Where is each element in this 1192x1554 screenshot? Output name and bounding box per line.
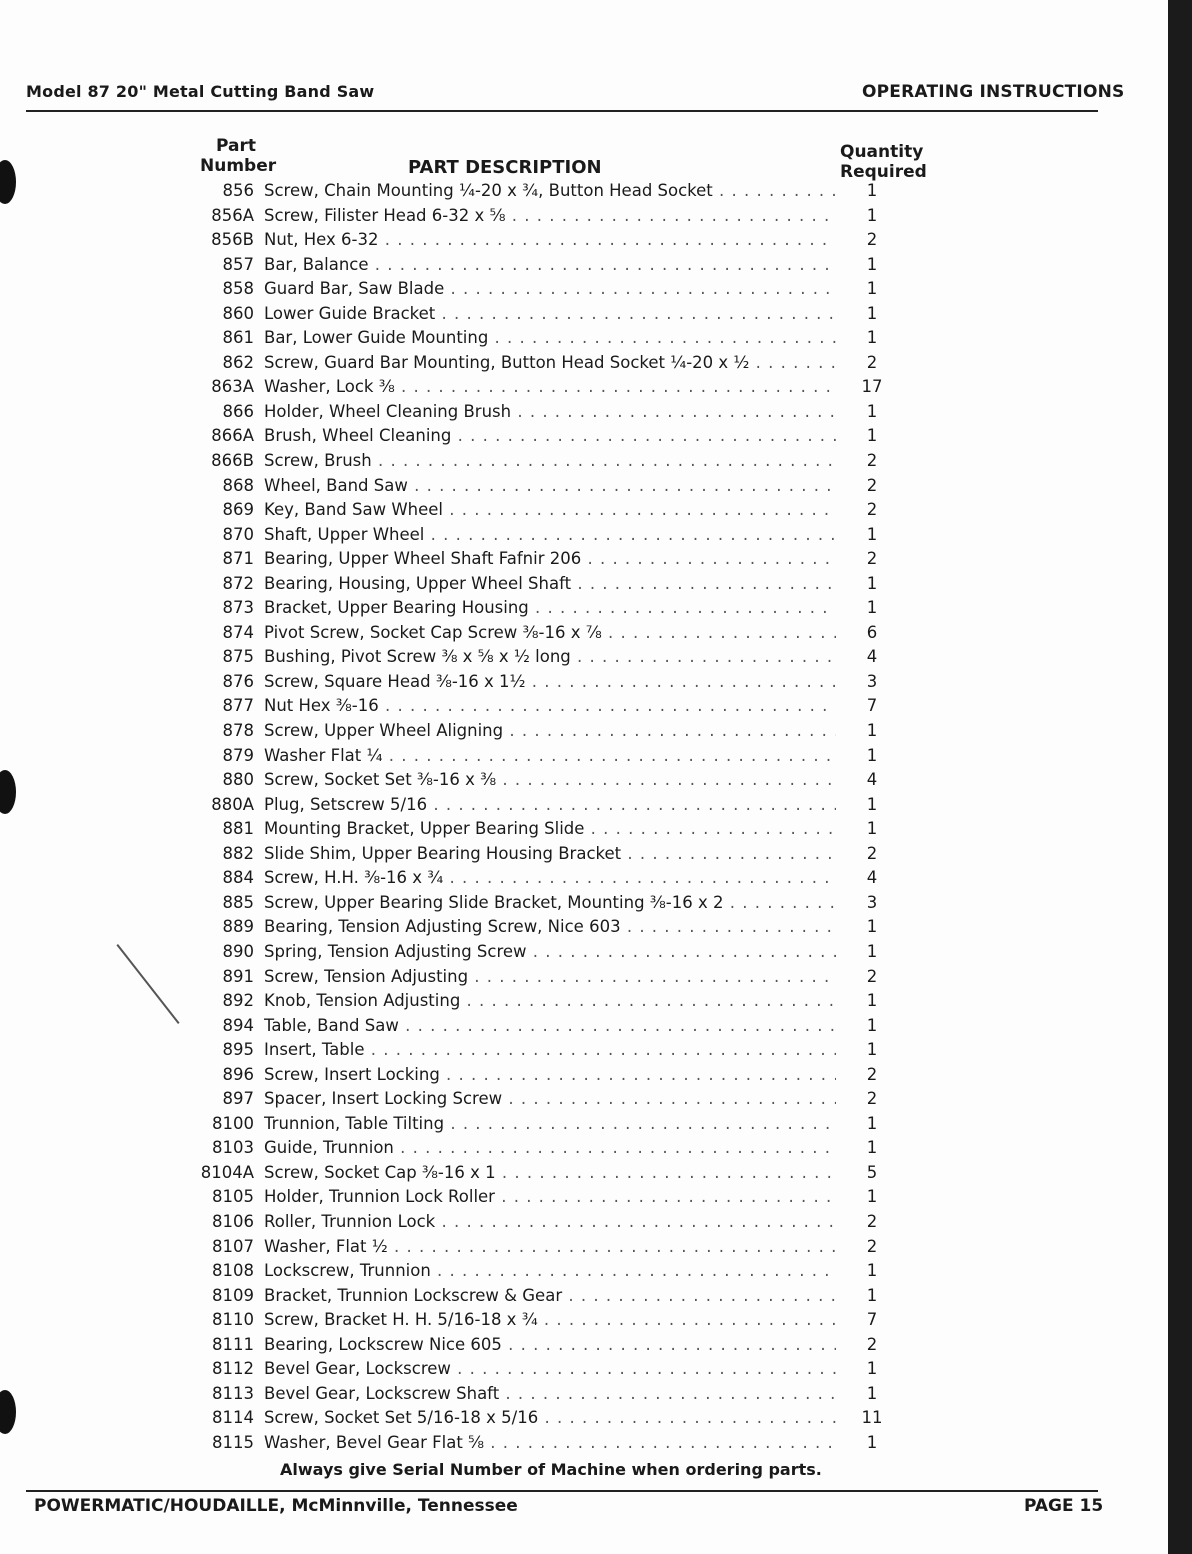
part-number: 894 bbox=[222, 1015, 254, 1035]
part-description: Screw, Upper Wheel Aligning . . . bbox=[264, 721, 836, 740]
quantity: 2 bbox=[866, 843, 878, 863]
part-description: Wheel, Band Saw . . . bbox=[264, 476, 836, 495]
part-number: 875 bbox=[222, 647, 254, 667]
part-number: 8105 bbox=[212, 1187, 254, 1207]
table-row bbox=[0, 451, 1168, 476]
part-description: Bearing, Housing, Upper Wheel Shaft . . . bbox=[264, 574, 836, 593]
quantity: 1 bbox=[866, 1015, 878, 1035]
quantity: 1 bbox=[866, 1113, 878, 1133]
part-number: 871 bbox=[222, 549, 254, 569]
part-number: 8111 bbox=[212, 1334, 254, 1354]
quantity: 1 bbox=[866, 254, 878, 274]
part-description: Bevel Gear, Lockscrew Shaft . . . bbox=[264, 1384, 836, 1403]
table-row bbox=[0, 426, 1168, 451]
part-description: Knob, Tension Adjusting . . . bbox=[264, 991, 836, 1010]
part-description: Holder, Wheel Cleaning Brush . . . bbox=[264, 402, 836, 421]
table-row bbox=[0, 1065, 1168, 1090]
part-number: 8109 bbox=[212, 1285, 254, 1305]
quantity: 1 bbox=[866, 721, 878, 741]
quantity: 1 bbox=[866, 181, 878, 200]
footer-page-number: PAGE 15 bbox=[1024, 1496, 1104, 1516]
part-number: 892 bbox=[222, 991, 254, 1011]
part-number: 896 bbox=[222, 1064, 254, 1084]
part-number: 897 bbox=[222, 1089, 254, 1109]
part-number: 866B bbox=[211, 451, 254, 471]
part-description: Bracket, Trunnion Lockscrew & Gear . . . bbox=[264, 1286, 836, 1305]
part-number: 872 bbox=[222, 573, 254, 593]
quantity: 1 bbox=[866, 1261, 878, 1281]
part-number: 856B bbox=[211, 230, 254, 250]
part-number: 880A bbox=[211, 794, 254, 814]
quantity: 4 bbox=[866, 647, 878, 667]
table-row bbox=[0, 279, 1168, 304]
table-row bbox=[0, 476, 1168, 501]
quantity: 1 bbox=[866, 794, 878, 814]
part-number: 862 bbox=[222, 352, 254, 372]
table-row bbox=[0, 598, 1168, 623]
quantity: 1 bbox=[866, 1187, 878, 1207]
table-row bbox=[0, 1040, 1168, 1065]
quantity: 1 bbox=[866, 328, 878, 348]
part-number: 8114 bbox=[212, 1408, 254, 1428]
quantity: 1 bbox=[866, 991, 878, 1011]
table-row bbox=[0, 917, 1168, 942]
part-number: 856A bbox=[211, 205, 254, 225]
quantity: 1 bbox=[866, 573, 878, 593]
quantity: 2 bbox=[866, 966, 878, 986]
part-description: Screw, Socket Cap ⅜-16 x 1 . . . bbox=[264, 1163, 836, 1182]
part-description: Washer, Flat ½ . . . bbox=[264, 1237, 836, 1256]
part-description: Screw, Socket Set ⅜-16 x ⅜ . . . bbox=[264, 770, 836, 789]
part-number: 877 bbox=[222, 696, 254, 716]
table-row bbox=[0, 377, 1168, 402]
table-row bbox=[0, 1114, 1168, 1139]
part-number: 8110 bbox=[212, 1310, 254, 1330]
quantity: 3 bbox=[866, 671, 878, 691]
table-row bbox=[0, 181, 1168, 206]
part-description: Insert, Table . . . bbox=[264, 1040, 836, 1059]
quantity: 6 bbox=[866, 622, 878, 642]
part-number: 8104A bbox=[200, 1162, 254, 1182]
quantity: 1 bbox=[866, 303, 878, 323]
quantity: 1 bbox=[866, 598, 878, 618]
table-row bbox=[0, 255, 1168, 280]
part-description: Screw, Guard Bar Mounting, Button Head Socket ¼-20 x ½ . . . bbox=[264, 353, 836, 372]
table-row bbox=[0, 1261, 1168, 1286]
quantity: 2 bbox=[866, 451, 878, 471]
table-row bbox=[0, 746, 1168, 771]
parts-list bbox=[0, 181, 1168, 1457]
footer-company: POWERMATIC/HOUDAILLE, McMinnville, Tennessee bbox=[34, 1496, 518, 1516]
part-number: 895 bbox=[222, 1040, 254, 1060]
table-row bbox=[0, 623, 1168, 648]
table-row bbox=[0, 1212, 1168, 1237]
quantity: 17 bbox=[861, 377, 883, 397]
table-row bbox=[0, 574, 1168, 599]
part-number: 873 bbox=[222, 598, 254, 618]
table-row bbox=[0, 1408, 1168, 1433]
table-row bbox=[0, 304, 1168, 329]
quantity: 1 bbox=[866, 1432, 878, 1452]
part-description: Trunnion, Table Tilting . . . bbox=[264, 1114, 836, 1133]
table-row bbox=[0, 230, 1168, 255]
part-number: 8108 bbox=[212, 1261, 254, 1281]
quantity: 2 bbox=[866, 1236, 878, 1256]
part-description: Bracket, Upper Bearing Housing . . . bbox=[264, 598, 836, 617]
part-number: 866 bbox=[222, 401, 254, 421]
table-row bbox=[0, 1138, 1168, 1163]
part-description: Bevel Gear, Lockscrew . . . bbox=[264, 1359, 836, 1378]
quantity: 2 bbox=[866, 549, 878, 569]
table-row bbox=[0, 844, 1168, 869]
part-description: Bearing, Upper Wheel Shaft Fafnir 206 . . . bbox=[264, 549, 836, 568]
qty-header-line2: Required bbox=[840, 162, 927, 182]
part-number: 866A bbox=[211, 426, 254, 446]
part-number: 880 bbox=[222, 770, 254, 790]
table-row bbox=[0, 893, 1168, 918]
part-description: Screw, Square Head ⅜-16 x 1½ . . . bbox=[264, 672, 836, 691]
part-description: Nut, Hex 6-32 . . . bbox=[264, 230, 836, 249]
part-number: 881 bbox=[222, 819, 254, 839]
part-description: Screw, Upper Bearing Slide Bracket, Mounting ⅜-16 x 2 . . . bbox=[264, 893, 836, 912]
quantity: 2 bbox=[866, 1211, 878, 1231]
part-number: 8112 bbox=[212, 1359, 254, 1379]
part-number: 8107 bbox=[212, 1236, 254, 1256]
part-description: Washer Flat ¼ . . . bbox=[264, 746, 836, 765]
table-row bbox=[0, 1163, 1168, 1188]
column-header-quantity bbox=[840, 142, 927, 182]
part-number: 868 bbox=[222, 475, 254, 495]
part-description: Lockscrew, Trunnion . . . bbox=[264, 1261, 836, 1280]
part-number: 860 bbox=[222, 303, 254, 323]
part-description: Bushing, Pivot Screw ⅜ x ⅝ x ½ long . . . bbox=[264, 647, 836, 666]
quantity: 2 bbox=[866, 1334, 878, 1354]
part-number: 856 bbox=[222, 181, 254, 200]
quantity: 1 bbox=[866, 205, 878, 225]
qty-header-line1: Quantity bbox=[840, 142, 924, 162]
quantity: 1 bbox=[866, 1138, 878, 1158]
part-description: Screw, Brush . . . bbox=[264, 451, 836, 470]
part-description: Bearing, Lockscrew Nice 605 . . . bbox=[264, 1335, 836, 1354]
part-description: Spacer, Insert Locking Screw . . . bbox=[264, 1089, 836, 1108]
quantity: 1 bbox=[866, 426, 878, 446]
quantity: 3 bbox=[866, 892, 878, 912]
quantity: 7 bbox=[866, 1310, 878, 1330]
part-description: Guide, Trunnion . . . bbox=[264, 1138, 836, 1157]
part-description: Key, Band Saw Wheel . . . bbox=[264, 500, 836, 519]
header-section-title: OPERATING INSTRUCTIONS bbox=[862, 82, 1125, 102]
table-row bbox=[0, 721, 1168, 746]
part-number: 889 bbox=[222, 917, 254, 937]
part-number: 8113 bbox=[212, 1383, 254, 1403]
part-header-line1: Part bbox=[216, 136, 256, 156]
part-description: Roller, Trunnion Lock . . . bbox=[264, 1212, 836, 1231]
part-description: Screw, H.H. ⅜-16 x ¾ . . . bbox=[264, 868, 836, 887]
part-description: Mounting Bracket, Upper Bearing Slide . . . bbox=[264, 819, 836, 838]
part-description: Nut Hex ⅜-16 . . . bbox=[264, 696, 836, 715]
part-number: 8106 bbox=[212, 1211, 254, 1231]
part-description: Bar, Lower Guide Mounting . . . bbox=[264, 328, 836, 347]
quantity: 1 bbox=[866, 401, 878, 421]
part-number: 857 bbox=[222, 254, 254, 274]
quantity: 1 bbox=[866, 279, 878, 299]
part-description: Bar, Balance . . . bbox=[264, 255, 836, 274]
part-number: 869 bbox=[222, 500, 254, 520]
part-description: Screw, Chain Mounting ¼-20 x ¾, Button Head Socket . . . bbox=[264, 181, 836, 200]
quantity: 1 bbox=[866, 524, 878, 544]
table-row bbox=[0, 206, 1168, 231]
table-row bbox=[0, 353, 1168, 378]
column-header-part-number bbox=[200, 136, 277, 176]
part-description: Shaft, Upper Wheel . . . bbox=[264, 525, 836, 544]
part-number: 891 bbox=[222, 966, 254, 986]
part-description: Screw, Filister Head 6-32 x ⅝ . . . bbox=[264, 206, 836, 225]
table-row bbox=[0, 549, 1168, 574]
scan-edge bbox=[1168, 0, 1192, 1554]
part-number: 8103 bbox=[212, 1138, 254, 1158]
part-header-line2: Number bbox=[200, 156, 277, 176]
part-description: Plug, Setscrew 5/16 . . . bbox=[264, 795, 836, 814]
table-row bbox=[0, 819, 1168, 844]
column-header-description: PART DESCRIPTION bbox=[408, 157, 602, 178]
table-row bbox=[0, 1433, 1168, 1458]
table-row bbox=[0, 991, 1168, 1016]
table-row bbox=[0, 402, 1168, 427]
quantity: 2 bbox=[866, 352, 878, 372]
header-model-title: Model 87 20" Metal Cutting Band Saw bbox=[26, 82, 375, 101]
part-description: Washer, Lock ⅜ . . . bbox=[264, 377, 836, 396]
table-row bbox=[0, 525, 1168, 550]
table-row bbox=[0, 1335, 1168, 1360]
table-row bbox=[0, 1310, 1168, 1335]
part-description: Spring, Tension Adjusting Screw . . . bbox=[264, 942, 836, 961]
part-description: Guard Bar, Saw Blade . . . bbox=[264, 279, 836, 298]
part-number: 861 bbox=[222, 328, 254, 348]
quantity: 2 bbox=[866, 500, 878, 520]
part-number: 879 bbox=[222, 745, 254, 765]
part-description: Screw, Socket Set 5/16-18 x 5/16 . . . bbox=[264, 1408, 836, 1427]
part-number: 870 bbox=[222, 524, 254, 544]
quantity: 2 bbox=[866, 230, 878, 250]
table-row bbox=[0, 795, 1168, 820]
part-description: Lower Guide Bracket . . . bbox=[264, 304, 836, 323]
part-description: Bearing, Tension Adjusting Screw, Nice 603 . . . bbox=[264, 917, 836, 936]
table-row bbox=[0, 647, 1168, 672]
part-description: Table, Band Saw . . . bbox=[264, 1016, 836, 1035]
quantity: 4 bbox=[866, 770, 878, 790]
part-number: 858 bbox=[222, 279, 254, 299]
table-row bbox=[0, 967, 1168, 992]
quantity: 1 bbox=[866, 1359, 878, 1379]
part-description: Brush, Wheel Cleaning . . . bbox=[264, 426, 836, 445]
quantity: 1 bbox=[866, 917, 878, 937]
quantity: 7 bbox=[866, 696, 878, 716]
part-description: Slide Shim, Upper Bearing Housing Bracket . . . bbox=[264, 844, 836, 863]
table-row bbox=[0, 328, 1168, 353]
part-number: 876 bbox=[222, 671, 254, 691]
table-row bbox=[0, 1187, 1168, 1212]
ordering-note-text: Always give Serial Number of Machine when ordering parts. bbox=[280, 1460, 822, 1479]
quantity: 5 bbox=[866, 1162, 878, 1182]
quantity: 1 bbox=[866, 745, 878, 765]
quantity: 11 bbox=[861, 1408, 883, 1428]
part-description: Pivot Screw, Socket Cap Screw ⅜-16 x ⅞ . . . bbox=[264, 623, 836, 642]
table-row bbox=[0, 696, 1168, 721]
part-description: Holder, Trunnion Lock Roller . . . bbox=[264, 1187, 836, 1206]
part-number: 882 bbox=[222, 843, 254, 863]
quantity: 2 bbox=[866, 475, 878, 495]
quantity: 1 bbox=[866, 819, 878, 839]
quantity: 1 bbox=[866, 1040, 878, 1060]
part-description: Screw, Insert Locking . . . bbox=[264, 1065, 836, 1084]
part-description: Screw, Bracket H. H. 5/16-18 x ¾ . . . bbox=[264, 1310, 836, 1329]
table-row bbox=[0, 672, 1168, 697]
quantity: 2 bbox=[866, 1064, 878, 1084]
part-number: 8100 bbox=[212, 1113, 254, 1133]
quantity: 1 bbox=[866, 1285, 878, 1305]
footer-rule bbox=[26, 1490, 1098, 1492]
table-row bbox=[0, 500, 1168, 525]
table-row bbox=[0, 1384, 1168, 1409]
part-number: 878 bbox=[222, 721, 254, 741]
part-number: 884 bbox=[222, 868, 254, 888]
table-row bbox=[0, 1286, 1168, 1311]
part-number: 863A bbox=[211, 377, 254, 397]
table-row bbox=[0, 1237, 1168, 1262]
table-row bbox=[0, 868, 1168, 893]
header-rule bbox=[26, 110, 1098, 112]
quantity: 1 bbox=[866, 1383, 878, 1403]
quantity: 2 bbox=[866, 1089, 878, 1109]
part-number: 8115 bbox=[212, 1432, 254, 1452]
quantity: 1 bbox=[866, 941, 878, 961]
table-row bbox=[0, 942, 1168, 967]
part-number: 890 bbox=[222, 941, 254, 961]
part-number: 874 bbox=[222, 622, 254, 642]
table-row bbox=[0, 1359, 1168, 1384]
table-row bbox=[0, 1089, 1168, 1114]
part-description: Screw, Tension Adjusting . . . bbox=[264, 967, 836, 986]
table-row bbox=[0, 770, 1168, 795]
quantity: 4 bbox=[866, 868, 878, 888]
part-description: Washer, Bevel Gear Flat ⅝ . . . bbox=[264, 1433, 836, 1452]
part-number: 885 bbox=[222, 892, 254, 912]
